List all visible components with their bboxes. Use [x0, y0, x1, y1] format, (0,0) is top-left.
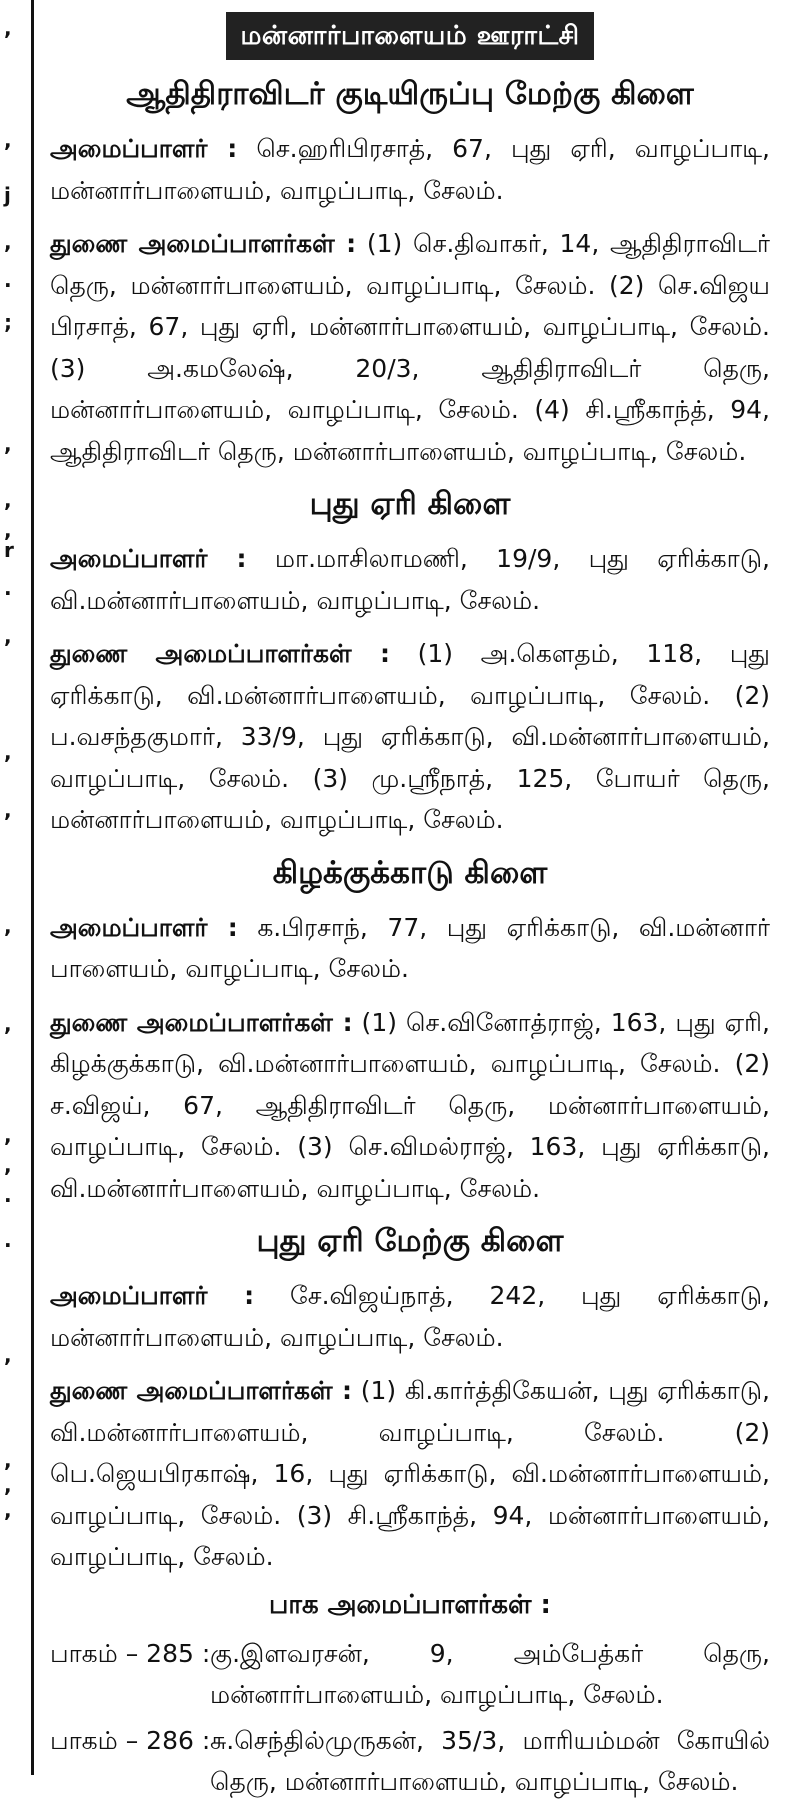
organizer-paragraph — [50, 907, 770, 990]
branch-title: புது ஏரி மேற்கு கிளை — [256, 1223, 564, 1259]
organizer-paragraph — [50, 1275, 770, 1358]
deputies-label: துணை அமைப்பாளர்கள் : — [50, 1376, 353, 1405]
booth-organizer: கு.இளவரசன், 9, அம்பேத்கர் தெரு, மன்னார்பாளையம், வாழப்பாடி, சேலம். — [210, 1638, 770, 1709]
booth-title: பாக அமைப்பாளர்கள் : — [269, 1589, 551, 1620]
gutter-mark: , — [4, 1498, 12, 1522]
gutter-mark: , — [4, 488, 12, 512]
gutter-mark: , — [4, 914, 12, 938]
gutter-mark: , — [4, 1153, 12, 1177]
banner-wrap — [50, 12, 770, 60]
deputies-text: (1) செ.திவாகர், 14, ஆதிதிராவிடர் தெரு, மன்னார்பாளையம், வாழப்பாடி, சேலம். (2) செ.விஜய பிரசாத், 67, புது ஏரி, மன்னார்பாளையம், வாழப்பாடி, சேலம். (3) அ.கமலேஷ், 20/3, ஆதிதிராவிடர் தெரு, மன்னார்பாளையம், வாழப்பாடி, சேலம். (4) சி.ஸ்ரீகாந்த், 94, ஆதிதிராவிடர் தெரு, மன்னார்பாளையம், வாழப்பாடி, சேலம். — [50, 229, 770, 466]
branch-section — [50, 853, 770, 1210]
gutter-mark: r — [4, 538, 14, 562]
organizer-label: அமைப்பாளர் : — [50, 912, 238, 942]
organizer-text: செ.ஹரிபிரசாத், 67, புது ஏரி, வாழப்பாடி, மன்னார்பாளையம், வாழப்பாடி, சேலம். — [50, 134, 771, 205]
organizer-text: மா.மாசிலாமணி, 19/9, புது ஏரிக்காடு, வி.மன்னார்பாளையம், வாழப்பாடி, சேலம். — [50, 544, 770, 615]
deputies-paragraph — [50, 223, 770, 472]
gutter-mark: , — [4, 1448, 12, 1472]
gutter-mark: . — [4, 268, 12, 292]
branch-title: கிழக்குக்காடு கிளை — [272, 854, 548, 891]
branch-section — [50, 1221, 770, 1578]
deputies-text: (1) அ.கௌதம், 118, புது ஏரிக்காடு, வி.மன்னார்பாளையம், வாழப்பாடி, சேலம். (2) ப.வசந்தகுமார், 33/9, புது ஏரிக்காடு, வி.மன்னார்பாளையம், வாழப்பாடி, சேலம். (3) மு.ஸ்ரீநாத், 125, போயர் தெரு, மன்னார்பாளையம், வாழப்பாடி, சேலம். — [50, 639, 770, 834]
left-column-edge — [0, 0, 32, 1775]
gutter-mark: j — [4, 183, 11, 207]
deputies-text: (1) செ.வினோத்ராஜ், 163, புது ஏரி, கிழக்குக்காடு, வி.மன்னார்பாளையம், வாழப்பாடி, சேலம். (2) ச.விஜய், 67, ஆதிதிராவிடர் தெரு, மன்னார்பாளையம், வாழப்பாடி, சேலம். (3) செ.விமல்ராஜ், 163, புது ஏரிக்காடு, வி.மன்னார்பாளையம், வாழப்பாடி, சேலம். — [50, 1007, 770, 1203]
deputies-paragraph — [50, 633, 770, 841]
organizer-text: க.பிரசாந், 77, புது ஏரிக்காடு, வி.மன்னார் பாளையம், வாழப்பாடி, சேலம். — [50, 912, 770, 983]
deputies-label: துணை அமைப்பாளர்கள் : — [50, 229, 357, 258]
gutter-mark: , — [4, 432, 12, 456]
gutter-mark: , — [4, 1123, 12, 1147]
gutter-mark: , — [4, 128, 12, 152]
deputies-label: துணை அமைப்பாளர்கள் : — [50, 1007, 353, 1037]
organizer-label: அமைப்பாளர் : — [50, 1281, 255, 1310]
booth-row — [50, 1633, 770, 1716]
gutter-mark: , — [4, 1012, 12, 1036]
booth-section — [50, 1590, 770, 1803]
deputies-paragraph — [50, 1002, 770, 1210]
gutter-mark: , — [4, 230, 12, 254]
deputies-paragraph — [50, 1370, 770, 1578]
organizer-paragraph — [50, 538, 770, 621]
organizer-paragraph — [50, 128, 770, 211]
booth-number: பாகம் – 286 : — [50, 1725, 211, 1755]
branch-section — [50, 484, 770, 841]
booth-row — [50, 1720, 770, 1803]
article — [50, 12, 770, 1807]
organizer-label: அமைப்பாளர் : — [50, 544, 247, 573]
column-divider — [31, 0, 34, 1775]
deputies-label: துணை அமைப்பாளர்கள் : — [50, 639, 390, 668]
gutter-mark: , — [4, 1473, 12, 1497]
gutter-mark: , — [4, 798, 12, 822]
branch-title: ஆதிதிராவிடர் குடியிருப்பு மேற்கு கிளை — [126, 76, 694, 112]
booth-number: பாகம் – 285 : — [50, 1638, 211, 1668]
organizer-label: அமைப்பாளர் : — [50, 134, 238, 163]
gutter-mark: , — [4, 740, 12, 764]
gutter-mark: , — [4, 1343, 12, 1367]
gutter-mark: ; — [4, 310, 12, 334]
branch-title: புது ஏரி கிளை — [309, 486, 511, 522]
gutter-mark: . — [4, 1228, 12, 1252]
gutter-mark: , — [4, 518, 12, 542]
deputies-text: (1) கி.கார்த்திகேயன், புது ஏரிக்காடு, வி.மன்னார்பாளையம், வாழப்பாடி, சேலம். (2) பெ.ஜெயபிரகாஷ், 16, புது ஏரிக்காடு, வி.மன்னார்பாளையம், வாழப்பாடி, சேலம். (3) சி.ஸ்ரீகாந்த், 94, மன்னார்பாளையம், வாழப்பாடி, சேலம். — [50, 1376, 770, 1571]
panchayat-banner: மன்னார்பாளையம் ஊராட்சி — [226, 12, 593, 60]
gutter-mark: . — [4, 1183, 12, 1207]
booth-organizer: சு.செந்தில்முருகன், 35/3, மாரியம்மன் கோயில் தெரு, மன்னார்பாளையம், வாழப்பாடி, சேலம். — [210, 1725, 770, 1796]
gutter-mark: , — [4, 624, 12, 648]
organizer-text: சே.விஜய்நாத், 242, புது ஏரிக்காடு, மன்னார்பாளையம், வாழப்பாடி, சேலம். — [50, 1281, 770, 1352]
gutter-mark: . — [4, 576, 12, 600]
branch-section — [50, 74, 770, 472]
gutter-mark: , — [4, 16, 12, 40]
